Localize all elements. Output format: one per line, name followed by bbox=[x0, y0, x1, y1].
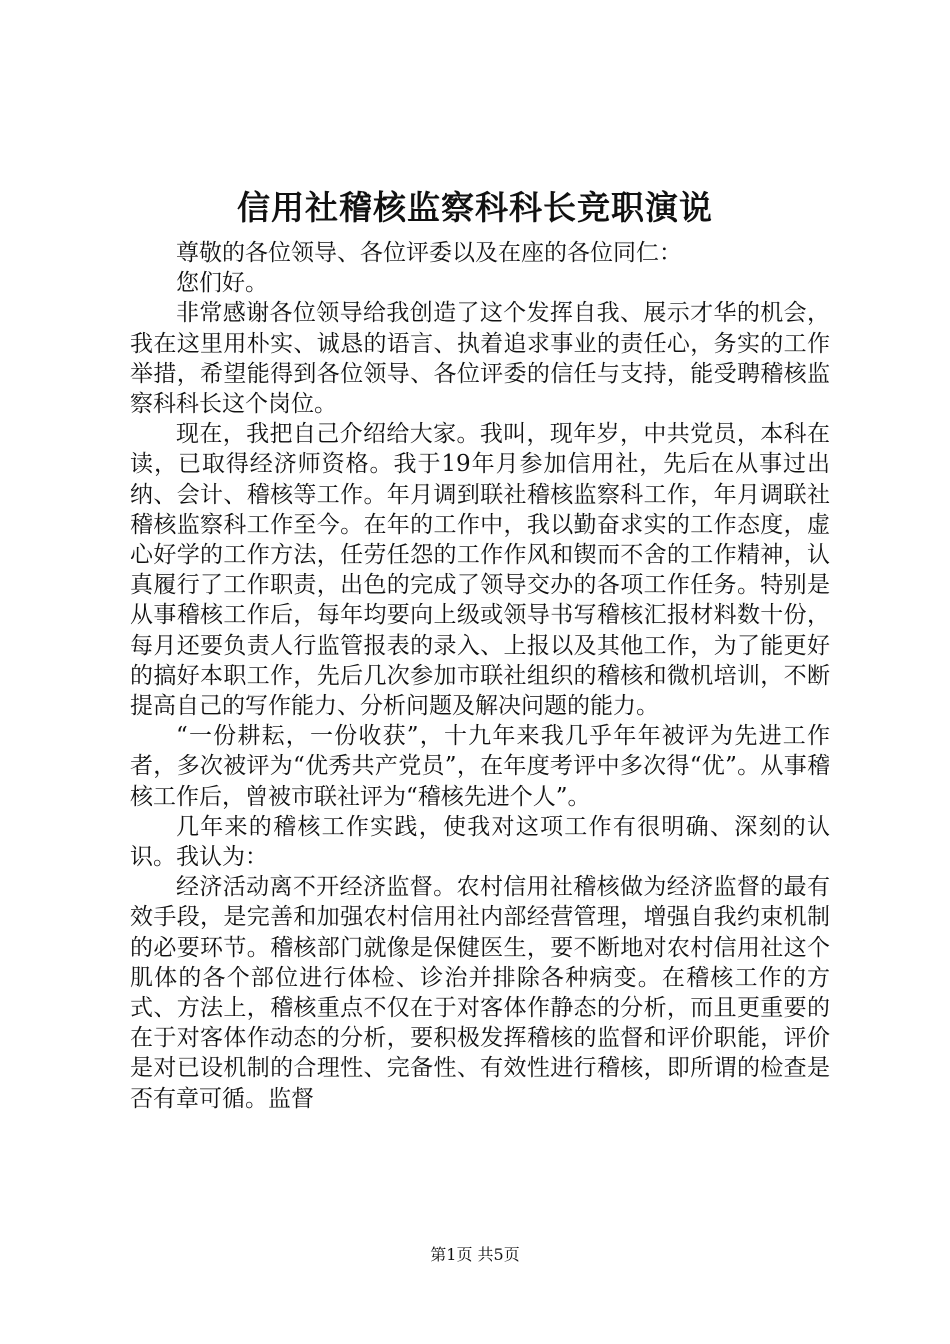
paragraph-thanks: 非常感谢各位领导给我创造了这个发挥自我、展示才华的机会，我在这里用朴实、诚恳的语言、执着追求事业的责任心，务实的工作举措，希望能得到各位领导、各位评委的信任与支持，能受聘稽核监察科科长这个岗位。 bbox=[130, 300, 830, 418]
paragraph-understanding: 几年来的稽核工作实践，使我对这项工作有很明确、深刻的认识。我认为： bbox=[130, 813, 830, 871]
paragraph-economic-supervision: 经济活动离不开经济监督。农村信用社稽核做为经济监督的最有效手段，是完善和加强农村信用社内部经营管理，增强自我约束机制的必要环节。稽核部门就像是保健医生，要不断地对农村信用社这个肌体的各个部位进行体检、诊治并排除各种病变。在稽核工作的方式、方法上，稽核重点不仅在于对客体作静态的分析，而且更重要的在于对客体作动态的分析，要积极发挥稽核的监督和评价职能，评价是对已设机制的合理性、完备性、有效性进行稽核，即所谓的检查是否有章可循。监督 bbox=[130, 874, 830, 1112]
document-title: 信用社稽核监察科科长竞职演说 bbox=[237, 188, 713, 227]
paragraph-self-introduction: 现在，我把自己介绍给大家。我叫，现年岁，中共党员，本科在读，已取得经济师资格。我于19年月参加信用社，先后在从事过出纳、会计、稽核等工作。年月调到联社稽核监察科工作，年月调联社稽核监察科工作至今。在年的工作中，我以勤奋求实的工作态度，虚心好学的工作方法，任劳任怨的工作作风和锲而不舍的工作精神，认真履行了工作职责，出色的完成了领导交办的各项工作任务。特别是从事稽核工作后，每年均要向上级或领导书写稽核汇报材料数十份，每月还要负责人行监管报表的录入、上报以及其他工作，为了能更好的搞好本职工作，先后几次参加市联社组织的稽核和微机培训，不断提高自己的写作能力、分析问题及解决问题的能力。 bbox=[130, 421, 830, 720]
paragraph-achievements: “一份耕耘，一份收获”，十九年来我几乎年年被评为先进工作者，多次被评为“优秀共产党员”，在年度考评中多次得“优”。从事稽核工作后，曾被市联社评为“稽核先进个人”。 bbox=[130, 723, 830, 810]
paragraph-greeting: 您们好。 bbox=[176, 270, 268, 297]
paragraph-salutation: 尊敬的各位领导、各位评委以及在座的各位同仁： bbox=[176, 240, 682, 266]
page-number-footer: 第1页 共5页 bbox=[430, 1245, 520, 1264]
document-body bbox=[130, 238, 830, 1114]
